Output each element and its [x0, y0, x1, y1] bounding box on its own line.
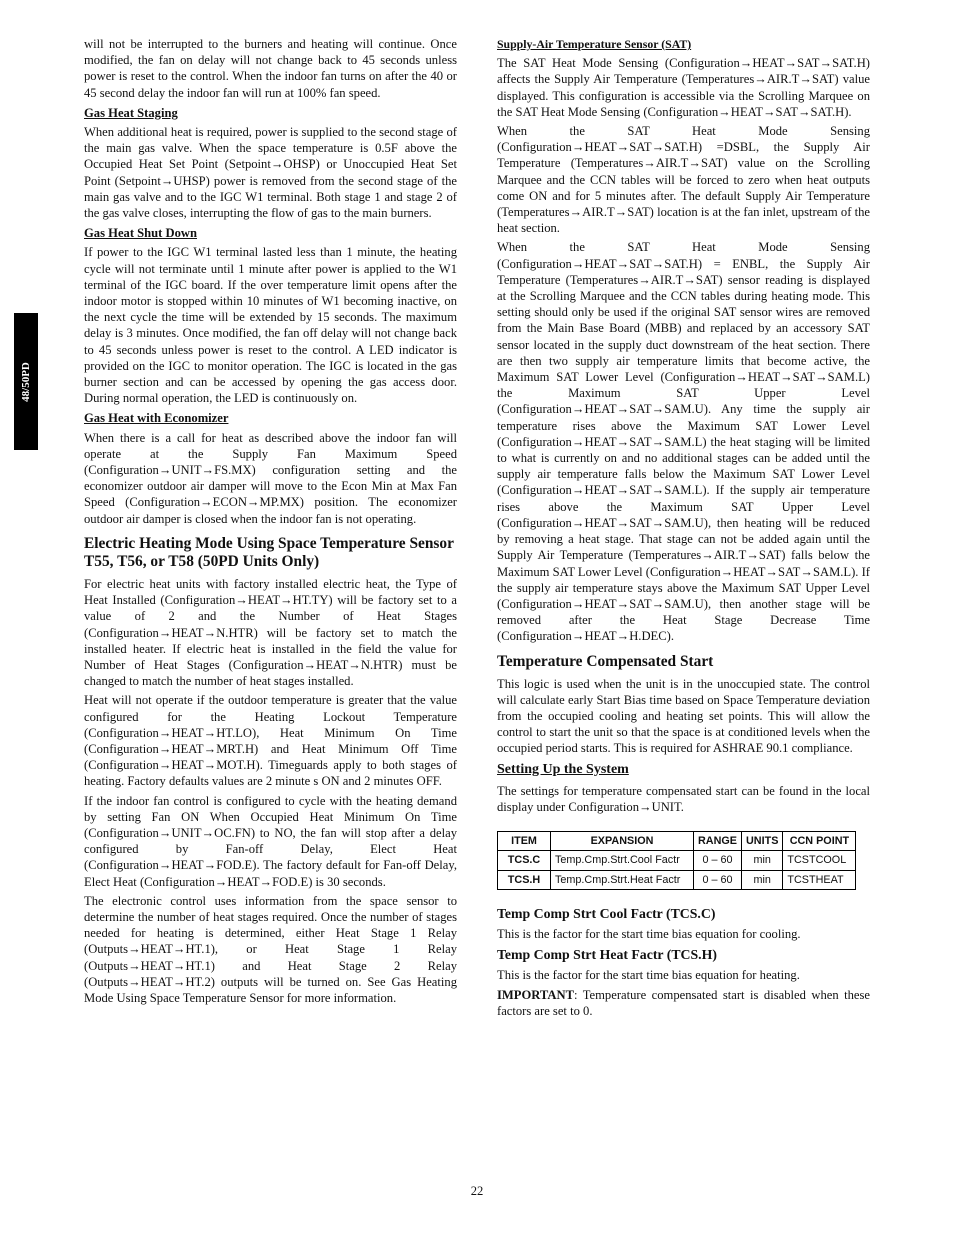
important-label: IMPORTANT: [497, 987, 574, 1002]
table-header-ccn-point: CCN POINT: [783, 832, 856, 851]
table-cell-range: 0 – 60: [694, 851, 742, 870]
temperature-compensated-start-heading: Temperature Compensated Start: [497, 652, 714, 670]
electric-heating-paragraph-3: If the indoor fan control is configured to cycle with the heating demand by setting Fan ON When Occupied Heat Minimum On Time (Configuration→UNIT→OC.FN) to NO, the fan will stop after a delay configured by Fan-off Delay, Elect Heat (Configuration→HEAT→FOD.E). The factory default for Fan-off Delay, Elect Heat (Configuration→HEAT→FOD.E) is 30 seconds.: [84, 793, 457, 889]
table-cell-units: min: [742, 851, 783, 870]
table-cell-item: TCS.C: [498, 851, 551, 870]
continuation-paragraph: will not be interrupted to the burners and heating will continue. Once modified, the fan on delay will not change back to 45 seconds unless power is reset to the control. When the indoor fan turns on after the 40 or 45 second delay the indoor fan will run at 100% fan speed.: [84, 37, 457, 100]
sat-paragraph-2: When the SAT Heat Mode Sensing (Configuration→HEAT→SAT→SAT.H) =DSBL, the Supply Air Temperature (Temperatures→AIR.T→SAT) value on the Scrolling Marquee and the CCN tables will be forced to zero when heat outputs come ON and for 5 minutes after. The default Supply Air Temperature (Temperatures→AIR.T→SAT) location is at the fan inlet, upstream of the heat section.: [497, 124, 870, 236]
table-cell-range: 0 – 60: [694, 870, 742, 889]
gas-heat-staging-text: When additional heat is required, power is supplied to the second stage of the main gas valve. When the space temperature is 0.5F above the Occupied Heat Set Point (Setpoint→OHSP) or Unoccupied Heat Set Point (Setpoint→UHSP) power is removed from the second stage of the main gas valve and to the IGC W1 terminal. Both stage 1 and stage 2 of the gas valve closes, interrupting the flow of gas to the main burners.: [84, 125, 457, 221]
section-side-tab: [14, 313, 38, 450]
electric-heating-paragraph-1: For electric heat units with factory installed electric heat, the Type of Heat Installed (Configuration→HEAT→HT.TY) will be factory set to a value of 2 and the Number of Heat Stages (Configuration→HEAT→N.HTR) will be factory set to match the installed heater. If electric heat is installed in the field the value for Number of Heat Stages (Configuration→HEAT→N.HTR) must be changed to match the number of heat stages installed.: [84, 576, 457, 689]
sat-paragraph-3: When the SAT Heat Mode Sensing (Configuration→HEAT→SAT→SAT.H) = ENBL, the Supply Air Temperature (Temperatures→AIR.T→SAT) sensor reading is displayed at the Scrolling Marquee and the CCN tables during heating mode. This setting should only be used if the original SAT sensor wires are removed from the Main Base Board (MBB) and replaced by an accessory SAT sensor located in the supply duct downstream of the heat section. There are then two supply air temperature limits that become active, the Maximum SAT Lower Level (Configuration→HEAT→SAT→SAM.L) the Maximum SAT Upper Level (Configuration→HEAT→SAT→SAM.U). Any time the supply air temperature rises above the Maximum SAT Lower Level (Configuration→HEAT→SAT→SAM.L) the heat staging will be limited to what is currently on and no additional stages can be added until the supply air temperature falls below the Maximum SAT Lower Level (Configuration→HEAT→SAT→SAM.L). If the supply air temperature rises above the Maximum SAT Upper Level (Configuration→HEAT→SAT→SAM.U), then heating will be reduced by removing a heat stage. That stage can not be added again until the Supply Air Temperature (Temperatures→AIR.T→SAT) falls below the Maximum SAT Lower Level (Configuration→HEAT→SAT→SAM.L). If the supply air temperature stays above the Maximum SAT Upper Level (Configuration→HEAT→SAT→SAM.U), then another stage will be removed after the Heat Stage Decrease Time (Configuration→HEAT→H.DEC).: [497, 240, 870, 644]
right-column: [497, 36, 870, 1022]
gas-heat-shutdown-text: If power to the IGC W1 terminal lasted less than 1 minute, the heating cycle will not terminate until 1 minute after power is applied to the W1 terminal of the IGC board. If the over temperature limit opens after the indoor motor is stopped within 10 minutes of W1 becoming inactive, on the next cycle the time will be extended by 15 seconds. The maximum delay is 3 minutes. Once modified, the fan off delay will not change back to 45 seconds unless power is reset to the control. A LED indicator is provided on the IGC to monitor operation. The IGC is located in the gas burner section and can be accessed by opening the gas access door. During normal operation, the LED is continuously on.: [84, 245, 457, 406]
table-header-row: [498, 832, 856, 851]
table-header-range: RANGE: [694, 832, 742, 851]
page-number: 22: [470, 1184, 484, 1198]
tcs-cool-text: This is the factor for the start time bias equation for cooling.: [497, 926, 801, 941]
table-cell-ccn-point: TCSTHEAT: [783, 870, 856, 889]
table-cell-expansion: Temp.Cmp.Strt.Cool Factr: [551, 851, 694, 870]
table-row: [498, 870, 856, 889]
important-text: : Temperature compensated start is disabled when these factors are set to 0.: [497, 987, 870, 1018]
table-header-units: UNITS: [742, 832, 783, 851]
table-cell-units: min: [742, 870, 783, 889]
table-header-item: ITEM: [498, 832, 551, 851]
table-cell-item: TCS.H: [498, 870, 551, 889]
table-cell-ccn-point: TCSTCOOL: [783, 851, 856, 870]
sat-heading: Supply-Air Temperature Sensor (SAT): [497, 37, 692, 51]
electric-heating-paragraph-2: Heat will not operate if the outdoor temperature is greater that the value configured for the Heating Lockout Temperature (Configuration→HEAT→HT.LO), Heat Minimum On Time (Configuration→HEAT→MRT.H) and Heat Minimum Off Time (Configuration→HEAT→MOT.H). Timeguards apply to both stages of heating. Factory defaults values are 2 minute s ON and 2 minutes OFF.: [84, 693, 457, 789]
left-column: [84, 36, 457, 1009]
tcs-cool-heading: Temp Comp Strt Cool Factr (TCS.C): [497, 905, 716, 921]
sat-paragraph-1: The SAT Heat Mode Sensing (Configuration→HEAT→SAT→SAT.H) affects the Supply Air Temperature (Temperatures→AIR.T→SAT) value displayed. This configuration is accessible via the Scrolling Marquee on the SAT Heat Mode Sensing (Configuration→HEAT→SAT→SAT.H).: [497, 56, 870, 119]
table-cell-expansion: Temp.Cmp.Strt.Heat Factr: [551, 870, 694, 889]
tcs-config-table: [497, 831, 856, 890]
tcs-heat-heading: Temp Comp Strt Heat Factr (TCS.H): [497, 947, 717, 963]
electric-heating-paragraph-4: The electronic control uses information from the space sensor to determine the number of heat stages required. Once the number of stages needed for heating is determined, either Heat Stage 1 Relay (Outputs→HEAT→HT.1), or Heat Stage 1 Relay (Outputs→HEAT→HT.1) and Heat Stage 2 Relay (Outputs→HEAT→HT.2) outputs will be turned on. See Gas Heating Mode Using Space Temperature Sensor for more information.: [84, 893, 457, 1005]
gas-heat-economizer-text: When there is a call for heat as described above the indoor fan will operate at the Supply Fan Maximum Speed (Configuration→UNIT→FS.MX) configuration setting and the economizer outdoor air damper will move to the Econ Min at Max Fan Speed (Configuration→ECON→MP.MX) position. The economizer outdoor air damper is closed when the indoor fan is not operating.: [84, 430, 457, 526]
setting-up-system-text: The settings for temperature compensated start can be found in the local display under Configuration→UNIT.: [497, 783, 870, 814]
side-tab-label: 48/50PD: [20, 361, 33, 402]
temperature-compensated-start-text: This logic is used when the unit is in the unoccupied state. The control will calculate early Start Bias time based on Space Temperature deviation from the occupied cooling and heating set points. This will allow the control to start the unit so that the space is at conditioned levels when the occupied period starts. This is required for ASHRAE 90.1 compliance.: [497, 676, 870, 756]
setting-up-system-heading: Setting Up the System: [497, 761, 629, 777]
gas-heat-staging-heading: Gas Heat Staging: [84, 105, 178, 120]
table-row: [498, 851, 856, 870]
important-note: [497, 987, 870, 1019]
tcs-heat-text: This is the factor for the start time bias equation for heating.: [497, 968, 800, 983]
electric-heating-heading: Electric Heating Mode Using Space Temperature Sensor T55, T56, or T58 (50PD Units Only): [84, 534, 454, 570]
gas-heat-economizer-heading: Gas Heat with Economizer: [84, 411, 229, 426]
table-header-expansion: EXPANSION: [551, 832, 694, 851]
gas-heat-shutdown-heading: Gas Heat Shut Down: [84, 226, 198, 241]
